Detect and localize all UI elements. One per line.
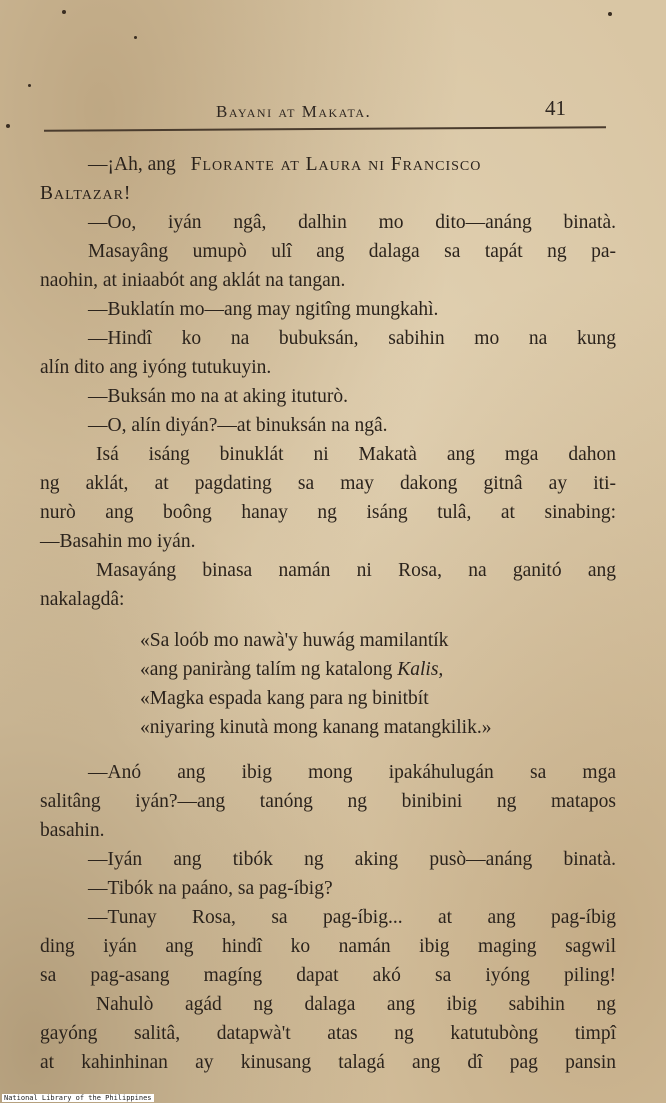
text-line: —¡Ah, ang Florante at Laura ni Francisco <box>88 154 482 175</box>
verse-line: «ang paniràng talím ng katalong Kalis, <box>140 659 444 680</box>
verse-line: «Magka espada kang para ng binitbít <box>140 688 429 709</box>
text-line: Masayâng umupò ulî ang dalaga sa tapát ng pa- <box>88 241 616 262</box>
text-line: naohin, at iniaabót ang aklát na tangan. <box>40 270 346 291</box>
ink-speck <box>134 36 137 39</box>
text-line: Masayáng binasa namán ni Rosa, na ganitó ang <box>96 560 616 581</box>
text-line: —Oo, iyán ngâ, dalhin mo dito—anáng binatà. <box>88 212 616 233</box>
text-line: salitâng iyán?—ang tanóng ng binibini ng matapos <box>40 791 616 812</box>
text-line: Nahulò agád ng dalaga ang ibig sabihin ng <box>96 994 616 1015</box>
verse-line: «niyaring kinutà mong kanang matangkilik.» <box>140 717 492 738</box>
running-title: Bayani at Makata. <box>216 102 372 121</box>
text-line: sa pag-asang magíng dapat akó sa iyóng piling! <box>40 965 616 986</box>
text-line: —Iyán ang tibók ng aking pusò—anáng binatà. <box>88 849 616 870</box>
text-line: at kahinhinan ay kinusang talagá ang dî pag pansin <box>40 1052 616 1073</box>
scan-credit: National Library of the Philippines <box>4 1094 152 1102</box>
text-line: basahin. <box>40 820 105 841</box>
text-line: —Tibók na paáno, sa pag-íbig? <box>88 878 333 899</box>
text-line: —Basahin mo iyán. <box>40 531 196 552</box>
ink-speck <box>28 84 31 87</box>
text-line: gayóng salitâ, datapwà't atas ng katutubòng timpî <box>40 1023 616 1044</box>
text-line: —Buksán mo na at aking ituturò. <box>88 386 348 407</box>
text-line: —Buklatín mo—ang may ngitîng mungkahì. <box>88 299 439 320</box>
verse-line: «Sa loób mo nawà'y huwág mamilantík <box>140 630 449 651</box>
italic-word: Kalis, <box>397 659 444 680</box>
text-line: —Anó ang ibig mong ipakáhulugán sa mga <box>88 762 616 783</box>
book-title-small-caps: Florante at Laura ni Francisco <box>190 154 482 175</box>
text-line: —Tunay Rosa, sa pag-íbig... at ang pag-íbig <box>88 907 616 928</box>
ink-speck <box>608 12 612 16</box>
page-number: 41 <box>545 96 566 120</box>
text-line: nakalagdâ: <box>40 589 125 610</box>
text-line: nurò ang boông hanay ng isáng tulâ, at sinabing: <box>40 502 616 523</box>
text-line: alín dito ang iyóng tutukuyin. <box>40 357 272 378</box>
text-line: —O, alín diyán?—at binuksán na ngâ. <box>88 415 388 436</box>
body-text <box>40 150 616 1077</box>
ink-speck <box>62 10 66 14</box>
text-line: Baltazar! <box>40 183 132 204</box>
text-line: ding iyán ang hindî ko namán ibig maging sagwil <box>40 936 616 957</box>
text-line: ng aklát, at pagdating sa may dakong gitnâ ay iti- <box>40 473 616 494</box>
text-line: —Hindî ko na bubuksán, sabihin mo na kung <box>88 328 616 349</box>
text-line: Isá isáng binuklát ni Makatà ang mga dahon <box>96 444 616 465</box>
